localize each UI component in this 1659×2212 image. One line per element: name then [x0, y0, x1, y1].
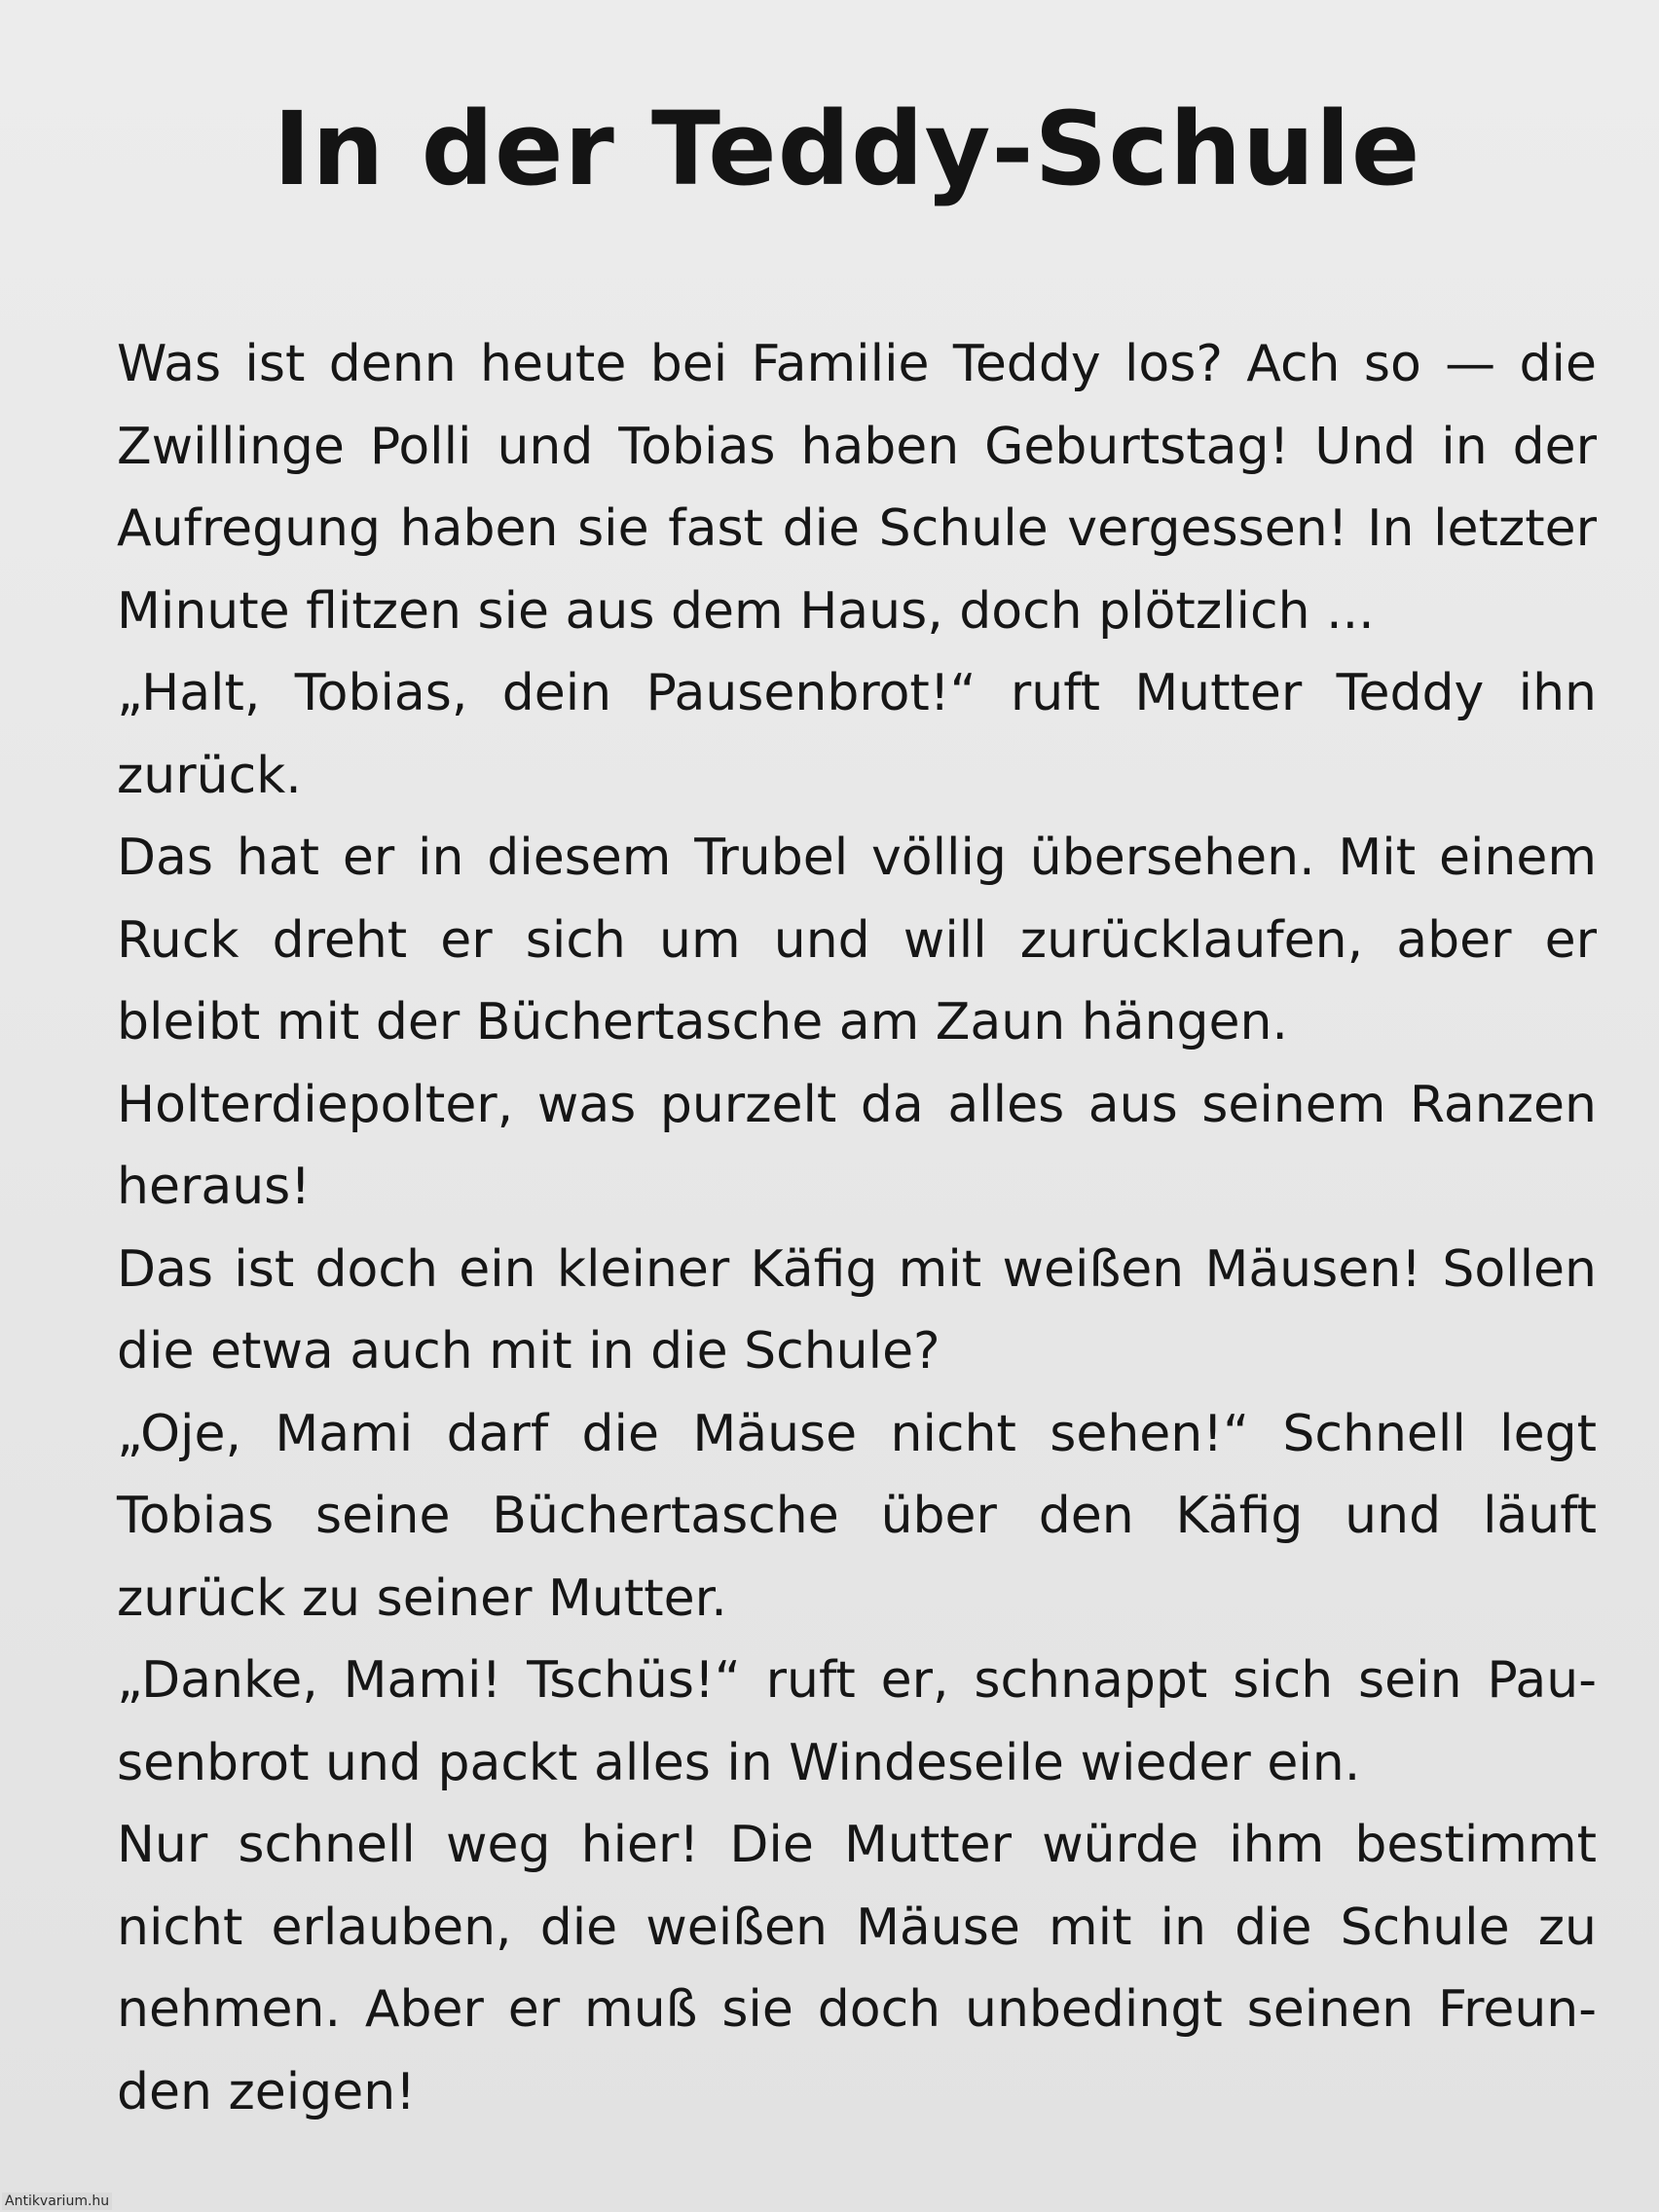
story-text [117, 323, 1597, 2133]
text-line: zurück zu seiner Mutter. [117, 1568, 727, 1628]
text-line: zurück. [117, 746, 302, 805]
text-line: Zwillinge Polli und Tobias haben Geburtstag! Und in der [117, 417, 1597, 476]
text-line: Nur schnell weg hier! Die Mutter würde ihm bestimmt [117, 1816, 1597, 1874]
text-line: die etwa auch mit in die Schule? [117, 1322, 940, 1381]
text-line: Das ist doch ein kleiner Käfig mit weißen Mäusen! Sollen [117, 1239, 1597, 1299]
text-line: bleibt mit der Büchertasche am Zaun hängen. [117, 993, 1288, 1051]
text-line: Minute flitzen sie aus dem Haus, doch plötzlich ... [117, 581, 1375, 641]
page-title: In der Teddy-Schule [273, 90, 1421, 208]
text-line: „Danke, Mami! Tschüs!“ ruft er, schnappt sich sein Pau- [117, 1651, 1597, 1710]
text-line: den zeigen! [117, 2062, 417, 2121]
text-line: Holterdiepolter, was purzelt da alles aus seinem Ranzen [117, 1075, 1597, 1134]
text-line: nicht erlauben, die weißen Mäuse mit in die Schule zu [117, 1898, 1597, 1957]
text-line: Ruck dreht er sich um und will zurücklaufen, aber er [117, 910, 1597, 970]
text-line: Was ist denn heute bei Familie Teddy los? Ach so — die [117, 335, 1597, 393]
text-line: Aufregung haben sie fast die Schule vergessen! In letzter [117, 499, 1597, 558]
text-line: nehmen. Aber er muß sie doch unbedingt seinen Freun- [117, 1980, 1597, 2039]
text-line: senbrot und packt alles in Windeseile wieder ein. [117, 1733, 1361, 1792]
text-line: heraus! [117, 1158, 312, 1216]
source-watermark: Antikvarium.hu [2, 2193, 112, 2210]
text-line: „Halt, Tobias, dein Pausenbrot!“ ruft Mutter Teddy ihn [117, 664, 1597, 722]
text-line: Das hat er in diesem Trubel völlig übersehen. Mit einem [117, 829, 1597, 887]
text-line: Tobias seine Büchertasche über den Käfig und läuft [117, 1487, 1597, 1545]
text-line: „Oje, Mami darf die Mäuse nicht sehen!“ Schnell legt [117, 1404, 1597, 1463]
